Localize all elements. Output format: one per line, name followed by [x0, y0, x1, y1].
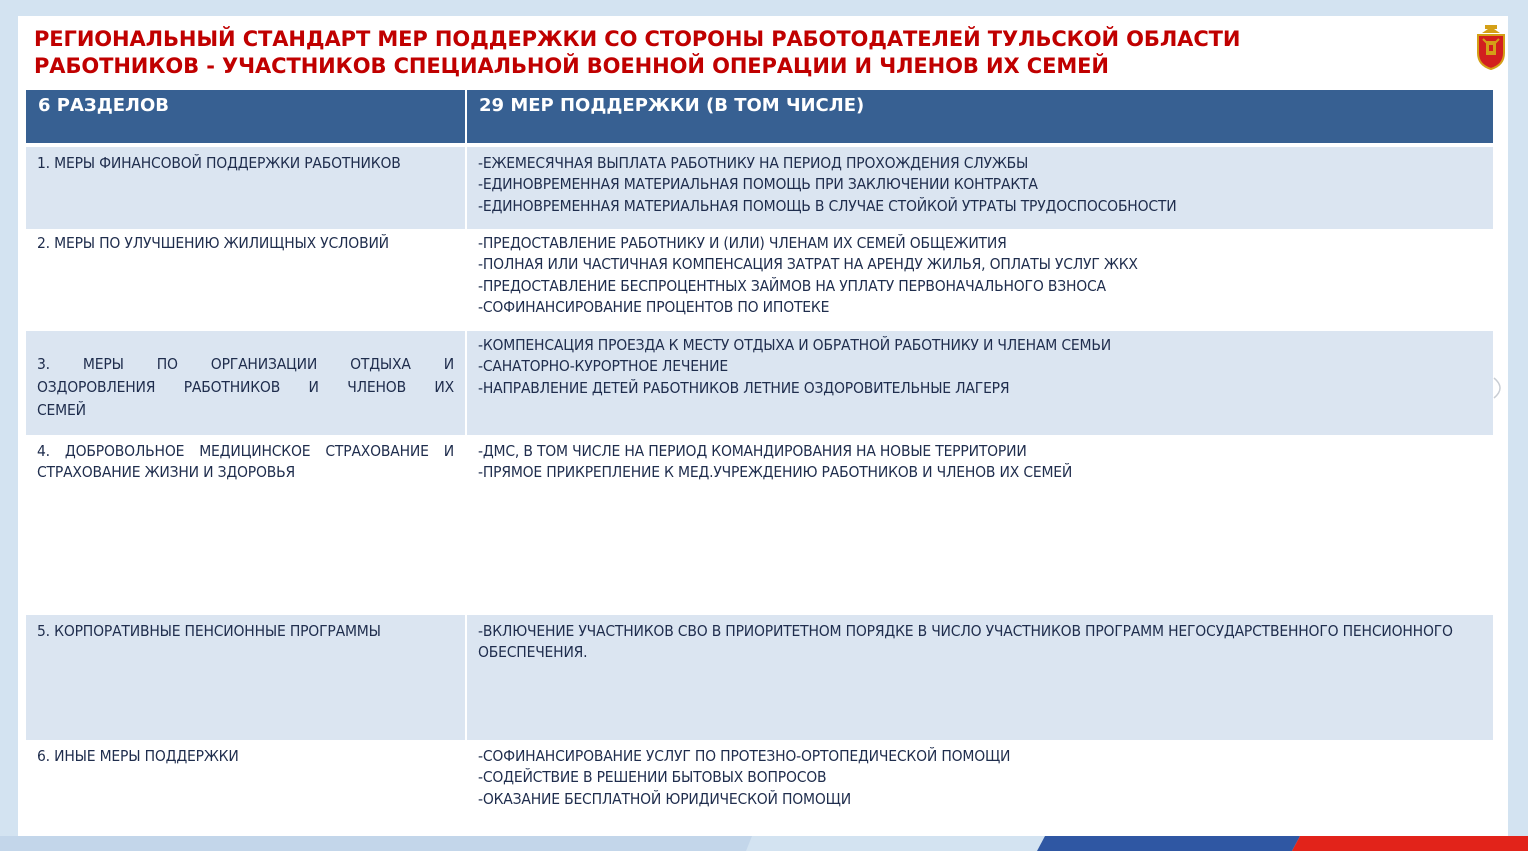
- support-measures-table: [26, 90, 1493, 836]
- title-line-2: РАБОТНИКОВ - УЧАСТНИКОВ СПЕЦИАЛЬНОЙ ВОЕННОЙ ОПЕРАЦИИ И ЧЛЕНОВ ИХ СЕМЕЙ: [34, 54, 1109, 78]
- table-row: [26, 331, 1493, 435]
- measure-item: -СОФИНАНСИРОВАНИЕ УСЛУГ ПО ПРОТЕЗНО-ОРТОПЕДИЧЕСКОЙ ПОМОЩИ: [478, 747, 1011, 765]
- section-label: 2. МЕРЫ ПО УЛУЧШЕНИЮ ЖИЛИЩНЫХ УСЛОВИЙ: [37, 234, 389, 252]
- measure-item: -КОМПЕНСАЦИЯ ПРОЕЗДА К МЕСТУ ОТДЫХА И ОБРАТНОЙ РАБОТНИКУ И ЧЛЕНАМ СЕМЬИ: [478, 336, 1111, 354]
- section-label: 6. ИНЫЕ МЕРЫ ПОДДЕРЖКИ: [37, 747, 239, 765]
- navigation-edge-icon: [1490, 376, 1510, 400]
- table-row: [26, 740, 1493, 836]
- section-label: 3. МЕРЫ ПО ОРГАНИЗАЦИИ ОТДЫХА И ОЗДОРОВЛЕНИЯ РАБОТНИКОВ И ЧЛЕНОВ ИХ СЕМЕЙ: [37, 355, 454, 419]
- footer-stripe: [0, 836, 1528, 851]
- measure-item: -ЕДИНОВРЕМЕННАЯ МАТЕРИАЛЬНАЯ ПОМОЩЬ В СЛУЧАЕ СТОЙКОЙ УТРАТЫ ТРУДОСПОСОБНОСТИ: [478, 196, 1177, 215]
- title-line-1: РЕГИОНАЛЬНЫЙ СТАНДАРТ МЕР ПОДДЕРЖКИ СО СТОРОНЫ РАБОТОДАТЕЛЕЙ ТУЛЬСКОЙ ОБЛАСТИ: [34, 27, 1241, 51]
- section-label: 4. ДОБРОВОЛЬНОЕ МЕДИЦИНСКОЕ СТРАХОВАНИЕ И СТРАХОВАНИЕ ЖИЗНИ И ЗДОРОВЬЯ: [37, 442, 454, 482]
- section-cell: [26, 331, 466, 435]
- measures-cell: [466, 740, 1493, 836]
- measures-cell: [466, 435, 1493, 615]
- section-cell: [26, 740, 466, 836]
- measure-item: -ЕЖЕМЕСЯЧНАЯ ВЫПЛАТА РАБОТНИКУ НА ПЕРИОД ПРОХОЖДЕНИЯ СЛУЖБЫ: [478, 154, 1029, 172]
- measure-item: -ПОЛНАЯ ИЛИ ЧАСТИЧНАЯ КОМПЕНСАЦИЯ ЗАТРАТ НА АРЕНДУ ЖИЛЬЯ, ОПЛАТЫ УСЛУГ ЖКХ: [478, 255, 1138, 274]
- coat-of-arms-icon: [1474, 23, 1508, 71]
- measures-cell: [466, 331, 1493, 435]
- measure-item: -НАПРАВЛЕНИЕ ДЕТЕЙ РАБОТНИКОВ ЛЕТНИЕ ОЗДОРОВИТЕЛЬНЫЕ ЛАГЕРЯ: [478, 378, 1010, 397]
- measure-item: -ВКЛЮЧЕНИЕ УЧАСТНИКОВ СВО В ПРИОРИТЕТНОМ ПОРЯДКЕ В ЧИСЛО УЧАСТНИКОВ ПРОГРАММ НЕГОСУДАРСТВЕННОГО ПЕНСИОННОГО ОБЕСПЕЧЕНИЯ.: [478, 622, 1453, 662]
- section-cell: [26, 229, 466, 331]
- section-cell: [26, 435, 466, 615]
- measures-cell: [466, 229, 1493, 331]
- section-label: 5. КОРПОРАТИВНЫЕ ПЕНСИОННЫЕ ПРОГРАММЫ: [37, 622, 381, 640]
- measure-item: -ПРЕДОСТАВЛЕНИЕ БЕСПРОЦЕНТНЫХ ЗАЙМОВ НА УПЛАТУ ПЕРВОНАЧАЛЬНОГО ВЗНОСА: [478, 276, 1106, 295]
- measure-item: -ПРЕДОСТАВЛЕНИЕ РАБОТНИКУ И (ИЛИ) ЧЛЕНАМ ИХ СЕМЕЙ ОБЩЕЖИТИЯ: [478, 234, 1007, 252]
- column-header-measures: 29 МЕР ПОДДЕРЖКИ (В ТОМ ЧИСЛЕ): [466, 90, 1493, 145]
- section-label: 1. МЕРЫ ФИНАНСОВОЙ ПОДДЕРЖКИ РАБОТНИКОВ: [37, 154, 401, 172]
- measure-item: -ЕДИНОВРЕМЕННАЯ МАТЕРИАЛЬНАЯ ПОМОЩЬ ПРИ ЗАКЛЮЧЕНИИ КОНТРАКТА: [478, 175, 1038, 194]
- slide: [18, 16, 1508, 836]
- table-header-row: [26, 90, 1493, 145]
- slide-title: [34, 26, 1374, 80]
- table-row: [26, 435, 1493, 615]
- table-row: [26, 145, 1493, 229]
- table-row: [26, 615, 1493, 740]
- measure-item: -САНАТОРНО-КУРОРТНОЕ ЛЕЧЕНИЕ: [478, 357, 728, 376]
- measure-item: -ДМС, В ТОМ ЧИСЛЕ НА ПЕРИОД КОМАНДИРОВАНИЯ НА НОВЫЕ ТЕРРИТОРИИ: [478, 442, 1027, 460]
- measures-cell: [466, 615, 1493, 740]
- measure-item: -ПРЯМОЕ ПРИКРЕПЛЕНИЕ К МЕД.УЧРЕЖДЕНИЮ РАБОТНИКОВ И ЧЛЕНОВ ИХ СЕМЕЙ: [478, 463, 1073, 482]
- measure-item: -СОФИНАНСИРОВАНИЕ ПРОЦЕНТОВ ПО ИПОТЕКЕ: [478, 298, 830, 317]
- measure-item: -СОДЕЙСТВИЕ В РЕШЕНИИ БЫТОВЫХ ВОПРОСОВ: [478, 768, 827, 787]
- section-cell: [26, 615, 466, 740]
- section-cell: [26, 145, 466, 229]
- measure-item: -ОКАЗАНИЕ БЕСПЛАТНОЙ ЮРИДИЧЕСКОЙ ПОМОЩИ: [478, 789, 851, 808]
- table-row: [26, 229, 1493, 331]
- column-header-sections: 6 РАЗДЕЛОВ: [26, 90, 466, 145]
- measures-cell: [466, 145, 1493, 229]
